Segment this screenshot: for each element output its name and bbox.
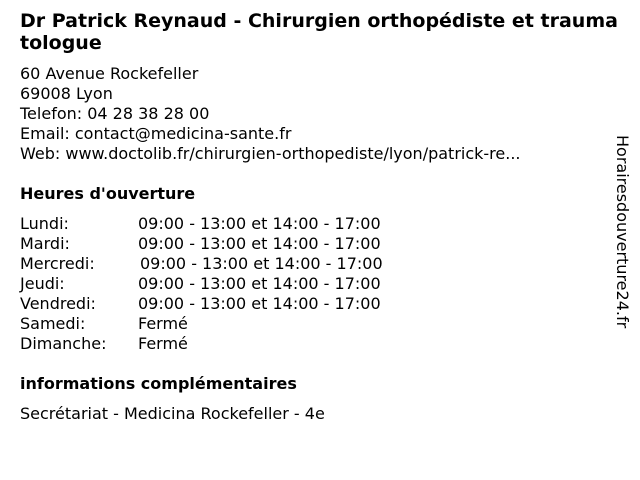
hours-row bbox=[20, 314, 188, 334]
hours-row bbox=[20, 234, 381, 254]
hours-day: Samedi: bbox=[20, 314, 86, 333]
hours-time: 09:00 - 13:00 et 14:00 - 17:00 bbox=[138, 294, 381, 313]
hours-day: Lundi: bbox=[20, 214, 69, 233]
hours-day: Dimanche: bbox=[20, 334, 107, 353]
hours-time: 09:00 - 13:00 et 14:00 - 17:00 bbox=[140, 254, 383, 273]
phone-text[interactable]: Telefon: 04 28 38 28 00 bbox=[20, 104, 210, 123]
page-title: Dr Patrick Reynaud - Chirurgien orthopédiste et traumatologue bbox=[20, 10, 618, 54]
hours-row bbox=[20, 334, 188, 354]
hours-row bbox=[20, 214, 381, 234]
hours-time: Fermé bbox=[138, 334, 188, 353]
site-watermark: Horairesdouverture24.fr bbox=[613, 135, 632, 329]
hours-day: Jeudi: bbox=[20, 274, 65, 293]
hours-day: Vendredi: bbox=[20, 294, 96, 313]
hours-row bbox=[20, 274, 381, 294]
hours-day: Mercredi: bbox=[20, 254, 95, 273]
hours-day: Mardi: bbox=[20, 234, 70, 253]
email-text[interactable]: Email: contact@medicina-sante.fr bbox=[20, 124, 292, 143]
web-link[interactable]: Web: www.doctolib.fr/chirurgien-orthopediste/lyon/patrick-re... bbox=[20, 144, 521, 163]
info-heading: informations complémentaires bbox=[20, 374, 297, 393]
address-city: 69008 Lyon bbox=[20, 84, 113, 103]
hours-time: 09:00 - 13:00 et 14:00 - 17:00 bbox=[138, 234, 381, 253]
hours-heading: Heures d'ouverture bbox=[20, 184, 196, 203]
hours-time: 09:00 - 13:00 et 14:00 - 17:00 bbox=[138, 214, 381, 233]
hours-time: Fermé bbox=[138, 314, 188, 333]
hours-time: 09:00 - 13:00 et 14:00 - 17:00 bbox=[138, 274, 381, 293]
hours-row bbox=[20, 294, 381, 314]
info-text: Secrétariat - Medicina Rockefeller - 4e bbox=[20, 404, 325, 423]
hours-row bbox=[20, 254, 383, 274]
address-street: 60 Avenue Rockefeller bbox=[20, 64, 199, 83]
